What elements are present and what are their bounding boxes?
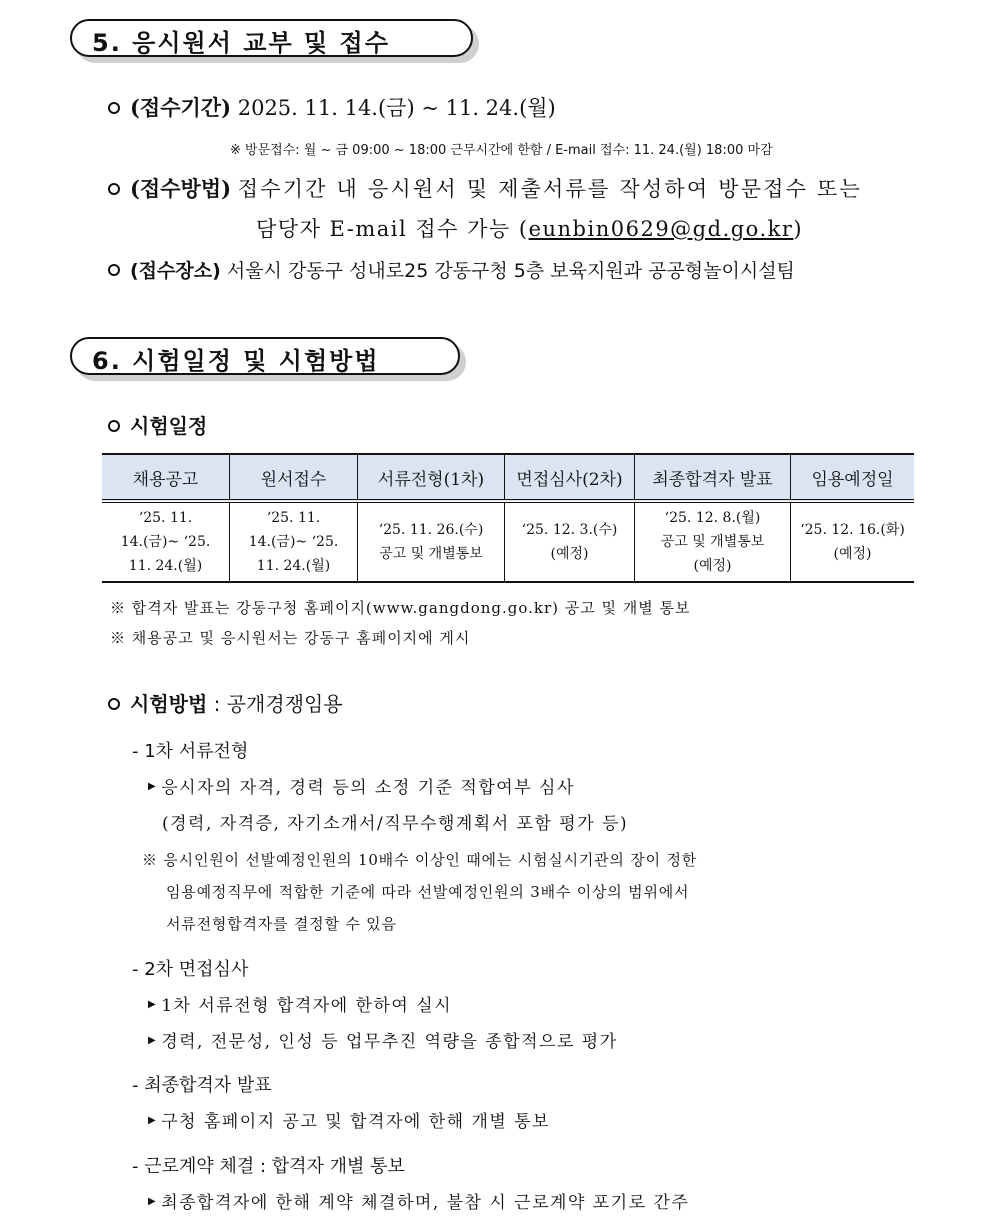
- step2-item: ▶ 1차 서류전형 합격자에 한하여 실시: [148, 996, 453, 1016]
- email-link[interactable]: eunbin0629@gd.go.kr: [528, 217, 794, 241]
- step4-title: - 근로계약 체결 : 합격자 개별 통보: [132, 1156, 405, 1177]
- circle-bullet-icon: [108, 420, 120, 432]
- section-6-header: [70, 337, 460, 375]
- table-header-cell: 임용예정일: [791, 454, 915, 501]
- triangle-bullet-icon: ▶: [148, 999, 158, 1010]
- homepage-link[interactable]: www.gangdong.go.kr: [372, 599, 553, 617]
- reception-period-note: ※ 방문접수: 월 ~ 금 09:00 ~ 18:00 근무시간에 한함 / E-mail 접수: 11. 24.(월) 18:00 마감: [230, 143, 773, 158]
- step1-item: ▶ 응시자의 자격, 경력 등의 소정 기준 적합여부 심사: [148, 778, 575, 798]
- table-cell-interview: ‘25. 12. 3.(수) (예정): [505, 501, 635, 582]
- table-header-cell: 서류전형(1차): [358, 454, 505, 501]
- triangle-bullet-icon: ▶: [148, 781, 158, 792]
- section-5-title: 5. 응시원서 교부 및 접수: [92, 29, 390, 57]
- step2-item: ▶ 경력, 전문성, 인성 등 업무추진 역량을 종합적으로 평가: [148, 1032, 618, 1052]
- circle-bullet-icon: [108, 698, 120, 710]
- triangle-bullet-icon: ▶: [148, 1035, 158, 1046]
- section-6-title: 6. 시험일정 및 시험방법: [92, 347, 380, 375]
- table-cell-job-posting: ‘25. 11. 14.(금)~ ‘25. 11. 24.(월): [102, 501, 230, 582]
- step3-item: ▶ 구청 홈페이지 공고 및 합격자에 한해 개별 통보: [148, 1112, 551, 1132]
- step3-title: - 최종합격자 발표: [132, 1075, 272, 1096]
- step1-note-line3: 서류전형합격자를 결정할 수 있음: [166, 915, 397, 933]
- exam-method-heading: 시험방법 : 공개경쟁임용: [108, 688, 343, 717]
- triangle-bullet-icon: ▶: [148, 1196, 158, 1207]
- table-header-cell: 채용공고: [102, 454, 230, 501]
- schedule-heading: 시험일정: [108, 410, 207, 439]
- step4-item: ▶ 최종합격자에 한해 계약 체결하며, 불참 시 근로계약 포기로 간주: [148, 1193, 690, 1213]
- table-cell-final-announcement: ‘25. 12. 8.(월) 공고 및 개별통보 (예정): [635, 501, 791, 582]
- schedule-table: [102, 453, 914, 583]
- reception-period: (접수기간) 2025. 11. 14.(금) ~ 11. 24.(월): [108, 92, 556, 122]
- reception-method-line2: 담당자 E-mail 접수 가능 (eunbin0629@gd.go.kr): [256, 217, 804, 241]
- step1-item-sub: (경력, 자격증, 자기소개서/직무수행계획서 포함 평가 등): [162, 814, 629, 834]
- table-header-row: [102, 454, 914, 501]
- step1-note-line1: ※ 응시인원이 선발예정인원의 10배수 이상인 때에는 시험실시기관의 장이 정한: [142, 851, 698, 869]
- table-header-cell: 면접심사(2차): [505, 454, 635, 501]
- step2-title: - 2차 면접심사: [132, 959, 249, 980]
- section-5-header: [70, 19, 473, 57]
- table-header-cell: 원서접수: [230, 454, 358, 501]
- reception-method: (접수방법) 접수기간 내 응시원서 및 제출서류를 작성하여 방문접수 또는: [108, 173, 862, 203]
- reception-period-value: 2025. 11. 14.(금) ~ 11. 24.(월): [237, 96, 556, 120]
- note-posting: ※ 채용공고 및 응시원서는 강동구 홈페이지에 게시: [110, 629, 471, 647]
- table-cell-appointment-date: ‘25. 12. 16.(화) (예정): [791, 501, 915, 582]
- circle-bullet-icon: [108, 102, 120, 114]
- table-cell-application: ‘25. 11. 14.(금)~ ‘25. 11. 24.(월): [230, 501, 358, 582]
- table-cell-document-screening: ‘25. 11. 26.(수) 공고 및 개별통보: [358, 501, 505, 582]
- circle-bullet-icon: [108, 183, 120, 195]
- reception-place: (접수장소) 서울시 강동구 성내로25 강동구청 5층 보육지원과 공공형놀이시설팀: [108, 256, 795, 283]
- step1-title: - 1차 서류전형: [132, 741, 249, 762]
- reception-place-value: 서울시 강동구 성내로25 강동구청 5층 보육지원과 공공형놀이시설팀: [226, 260, 795, 282]
- table-row: [102, 501, 914, 582]
- step1-note-line2: 임용예정직무에 적합한 기준에 따라 선발예정인원의 3배수 이상의 범위에서: [166, 883, 690, 901]
- reception-method-text: 접수기간 내 응시원서 및 제출서류를 작성하여 방문접수 또는: [237, 177, 862, 201]
- note-announcement: ※ 합격자 발표는 강동구청 홈페이지(www.gangdong.go.kr) 공고 및 개별 통보: [110, 599, 691, 617]
- triangle-bullet-icon: ▶: [148, 1115, 158, 1126]
- circle-bullet-icon: [108, 264, 120, 276]
- table-header-cell: 최종합격자 발표: [635, 454, 791, 501]
